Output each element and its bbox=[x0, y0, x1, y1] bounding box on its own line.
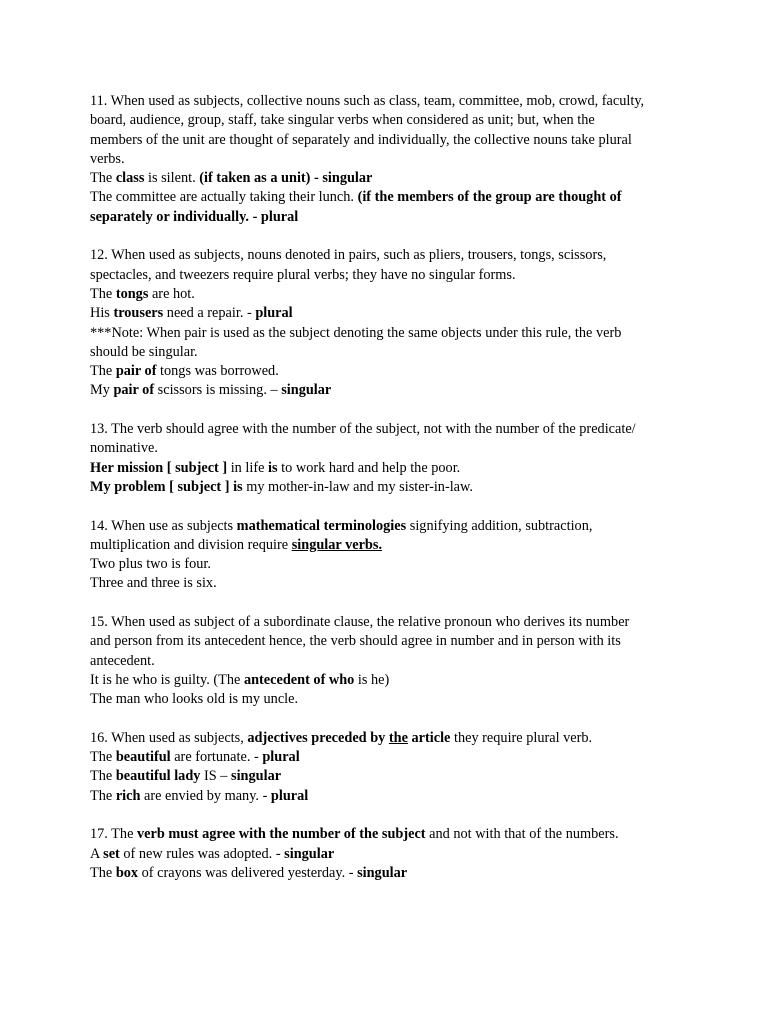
text-line bbox=[90, 845, 690, 864]
rule-section bbox=[90, 729, 690, 806]
bold-text: set bbox=[103, 845, 120, 862]
text-run: A bbox=[90, 845, 104, 862]
text-run: The bbox=[90, 170, 116, 187]
text-run: spectacles, and tweezers require plural verbs; they have no singular forms. bbox=[90, 266, 516, 283]
text-run: should be singular. bbox=[90, 343, 198, 360]
bold-text: the bbox=[388, 729, 408, 746]
text-run: ***Note: When pair is used as the subject denoting the same objects under this rule, the verb bbox=[90, 324, 622, 341]
text-run: are fortunate. - bbox=[170, 749, 263, 766]
text-run: tongs was borrowed. bbox=[156, 363, 279, 380]
text-line bbox=[90, 729, 690, 748]
bold-text: singular bbox=[357, 864, 408, 881]
bold-text: antecedent of who bbox=[243, 671, 355, 688]
text-line bbox=[90, 304, 690, 323]
text-run: The committee are actually taking their lunch. bbox=[90, 189, 358, 206]
text-run: are hot. bbox=[148, 285, 195, 302]
text-run: The bbox=[90, 749, 116, 766]
bold-text: singular bbox=[231, 768, 282, 785]
text-line bbox=[90, 169, 690, 188]
bold-text: adjectives preceded by bbox=[247, 729, 389, 746]
text-run: Two plus two is four. bbox=[90, 556, 211, 573]
text-run: 16. When used as subjects, bbox=[90, 729, 248, 746]
text-run: 11. When used as subjects, collective nouns such as class, team, committee, mob, crowd, faculty, bbox=[90, 93, 645, 109]
text-line bbox=[90, 188, 690, 207]
rule-section bbox=[90, 92, 690, 227]
text-run: 12. When used as subjects, nouns denoted in pairs, such as pliers, trousers, tongs, scissors, bbox=[90, 247, 607, 264]
text-run: The bbox=[90, 787, 116, 804]
text-run: My bbox=[90, 382, 114, 399]
text-run: 17. The bbox=[90, 826, 137, 843]
text-run: they require plural verb. bbox=[450, 729, 593, 746]
bold-text: (if the members of the group are thought of bbox=[357, 189, 622, 206]
text-run: nominative. bbox=[90, 440, 158, 457]
text-run: signifying addition, subtraction, bbox=[406, 517, 593, 534]
text-run: The bbox=[90, 285, 116, 302]
text-line bbox=[90, 208, 690, 227]
text-run: and not with that of the numbers. bbox=[425, 826, 619, 843]
text-line bbox=[90, 459, 690, 478]
text-line bbox=[90, 285, 690, 304]
text-run: is he) bbox=[354, 671, 390, 688]
bold-text: plural bbox=[255, 305, 293, 322]
text-line bbox=[90, 671, 690, 690]
bold-text: singular verbs. bbox=[291, 536, 383, 553]
text-line bbox=[90, 92, 690, 111]
text-line bbox=[90, 131, 690, 150]
bold-text: tongs bbox=[115, 285, 149, 302]
text-run: 13. The verb should agree with the number of the subject, not with the number of the predicate/ bbox=[90, 421, 636, 438]
text-line bbox=[90, 574, 690, 593]
bold-text: separately or individually. - plural bbox=[90, 208, 299, 225]
text-run: are envied by many. - bbox=[140, 787, 271, 804]
text-run: my mother-in-law and my sister-in-law. bbox=[242, 478, 473, 495]
bold-text: Her mission [ subject ] bbox=[90, 459, 228, 476]
bold-text: class bbox=[115, 170, 145, 187]
bold-text: (if taken as a unit) - singular bbox=[199, 170, 373, 187]
text-run: 15. When used as subject of a subordinate clause, the relative pronoun who derives its number bbox=[90, 614, 630, 631]
text-run: verbs. bbox=[90, 150, 125, 167]
text-run: scissors is missing. – bbox=[154, 382, 282, 399]
text-line bbox=[90, 690, 690, 709]
bold-text: mathematical terminologies bbox=[236, 517, 407, 534]
paragraph-gap bbox=[90, 497, 690, 516]
text-line bbox=[90, 517, 690, 536]
rule-section bbox=[90, 825, 690, 883]
bold-text: pair of bbox=[113, 382, 155, 399]
text-run: members of the unit are thought of separately and individually, the collective nouns take plural bbox=[90, 131, 632, 148]
paragraph-gap bbox=[90, 806, 690, 825]
text-run: antecedent. bbox=[90, 652, 155, 669]
paragraph-gap bbox=[90, 227, 690, 246]
text-line bbox=[90, 150, 690, 169]
text-run: to work hard and help the poor. bbox=[277, 459, 461, 476]
rule-section bbox=[90, 420, 690, 497]
paragraph-gap bbox=[90, 401, 690, 420]
text-line bbox=[90, 478, 690, 497]
paragraph-gap bbox=[90, 710, 690, 729]
bold-text: beautiful lady bbox=[115, 768, 201, 785]
bold-text: beautiful bbox=[115, 749, 171, 766]
rule-section bbox=[90, 246, 690, 400]
bold-text: singular bbox=[281, 382, 332, 399]
text-run: The bbox=[90, 363, 116, 380]
text-line bbox=[90, 767, 690, 786]
text-line bbox=[90, 362, 690, 381]
bold-text: My problem [ subject ] is bbox=[90, 478, 243, 495]
text-line bbox=[90, 246, 690, 265]
text-run: multiplication and division require bbox=[90, 536, 292, 553]
text-run: 14. When use as subjects bbox=[90, 517, 237, 534]
text-run: His bbox=[90, 305, 114, 322]
document-page bbox=[90, 92, 690, 883]
text-line bbox=[90, 632, 690, 651]
bold-text: trousers bbox=[113, 305, 164, 322]
text-line bbox=[90, 613, 690, 632]
text-run: and person from its antecedent hence, the verb should agree in number and in person with its bbox=[90, 633, 621, 650]
text-run: The bbox=[90, 864, 116, 881]
paragraph-gap bbox=[90, 594, 690, 613]
text-run: is silent. bbox=[144, 170, 200, 187]
text-run: It is he who is guilty. (The bbox=[90, 671, 244, 688]
text-line bbox=[90, 266, 690, 285]
text-line bbox=[90, 536, 690, 555]
text-run: The man who looks old is my uncle. bbox=[90, 691, 299, 708]
text-run: Three and three is six. bbox=[90, 575, 217, 592]
text-line bbox=[90, 324, 690, 343]
bold-text: rich bbox=[115, 787, 141, 804]
rule-section bbox=[90, 613, 690, 709]
text-line bbox=[90, 825, 690, 844]
text-line bbox=[90, 343, 690, 362]
text-run: board, audience, group, staff, take singular verbs when considered as unit; but, when the bbox=[90, 112, 595, 129]
text-run: of new rules was adopted. - bbox=[119, 845, 285, 862]
bold-text: plural bbox=[262, 749, 300, 766]
text-run: IS – bbox=[200, 768, 232, 785]
text-line bbox=[90, 864, 690, 883]
bold-text: box bbox=[115, 864, 139, 881]
text-line bbox=[90, 787, 690, 806]
bold-text: singular bbox=[284, 845, 335, 862]
bold-text: pair of bbox=[115, 363, 157, 380]
bold-text: is bbox=[268, 459, 278, 476]
text-run: in life bbox=[227, 459, 269, 476]
text-line bbox=[90, 748, 690, 767]
bold-text: plural bbox=[270, 787, 309, 804]
text-line bbox=[90, 652, 690, 671]
rule-section bbox=[90, 517, 690, 594]
bold-text: verb must agree with the number of the subject bbox=[137, 826, 426, 843]
text-run: The bbox=[90, 768, 116, 785]
text-line bbox=[90, 420, 690, 439]
text-line bbox=[90, 111, 690, 130]
bold-text: article bbox=[407, 729, 451, 746]
text-line bbox=[90, 381, 690, 400]
text-line bbox=[90, 555, 690, 574]
text-run: of crayons was delivered yesterday. - bbox=[138, 864, 358, 881]
text-line bbox=[90, 439, 690, 458]
text-run: need a repair. - bbox=[163, 305, 256, 322]
